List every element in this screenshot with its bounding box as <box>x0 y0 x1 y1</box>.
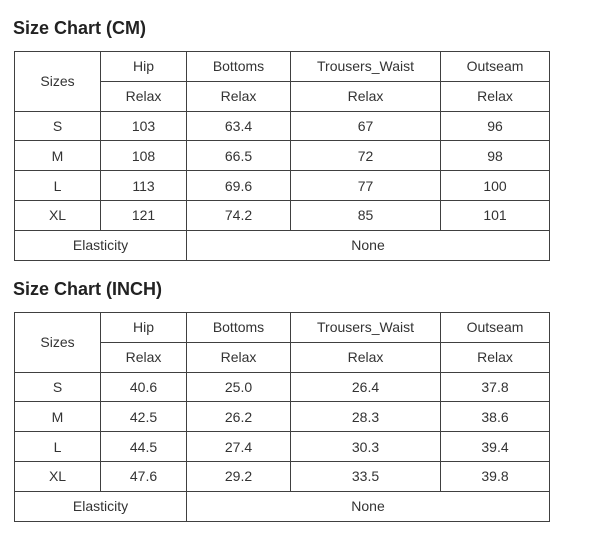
size-cell: L <box>15 171 101 201</box>
table-row <box>15 372 550 402</box>
bottoms-cell: 74.2 <box>187 200 291 230</box>
size-chart-inch-table <box>14 312 550 522</box>
outseam-cell: 37.8 <box>441 372 550 402</box>
hip-header: Hip <box>101 313 187 343</box>
size-chart-cm-title: Size Chart (CM) <box>13 18 147 38</box>
size-cell: L <box>15 432 101 462</box>
trousers-waist-header: Trousers_Waist <box>291 313 441 343</box>
hip-fit: Relax <box>101 342 187 372</box>
hip-cell: 42.5 <box>101 402 187 432</box>
trousers-waist-cell: 85 <box>291 200 441 230</box>
trousers-waist-fit: Relax <box>291 342 441 372</box>
outseam-header: Outseam <box>441 313 550 343</box>
trousers-waist-cell: 26.4 <box>291 372 441 402</box>
hip-cell: 44.5 <box>101 432 187 462</box>
hip-cell: 121 <box>101 200 187 230</box>
trousers-waist-cell: 33.5 <box>291 461 441 491</box>
table-row <box>15 171 550 201</box>
size-chart-cm-table <box>14 51 550 261</box>
table-row <box>15 111 550 141</box>
outseam-fit: Relax <box>441 342 550 372</box>
trousers-waist-header: Trousers_Waist <box>291 52 441 82</box>
bottoms-cell: 69.6 <box>187 171 291 201</box>
sizes-header: Sizes <box>15 52 101 112</box>
table-row <box>15 461 550 491</box>
bottoms-fit: Relax <box>187 342 291 372</box>
elasticity-label: Elasticity <box>15 230 187 260</box>
trousers-waist-cell: 72 <box>291 141 441 171</box>
size-cell: M <box>15 141 101 171</box>
hip-cell: 113 <box>101 171 187 201</box>
trousers-waist-cell: 28.3 <box>291 402 441 432</box>
bottoms-cell: 27.4 <box>187 432 291 462</box>
bottoms-cell: 26.2 <box>187 402 291 432</box>
table-row <box>15 432 550 462</box>
elasticity-row <box>15 491 550 521</box>
size-cell: M <box>15 402 101 432</box>
bottoms-header: Bottoms <box>187 52 291 82</box>
bottoms-cell: 25.0 <box>187 372 291 402</box>
size-cell: XL <box>15 461 101 491</box>
table-header-row <box>15 313 550 343</box>
size-cell: S <box>15 372 101 402</box>
outseam-cell: 101 <box>441 200 550 230</box>
bottoms-cell: 29.2 <box>187 461 291 491</box>
sizes-header: Sizes <box>15 313 101 373</box>
elasticity-row <box>15 230 550 260</box>
outseam-cell: 39.8 <box>441 461 550 491</box>
bottoms-cell: 66.5 <box>187 141 291 171</box>
trousers-waist-cell: 77 <box>291 171 441 201</box>
hip-cell: 47.6 <box>101 461 187 491</box>
table-row <box>15 141 550 171</box>
outseam-cell: 100 <box>441 171 550 201</box>
elasticity-value: None <box>187 491 550 521</box>
outseam-cell: 39.4 <box>441 432 550 462</box>
table-row <box>15 200 550 230</box>
trousers-waist-fit: Relax <box>291 81 441 111</box>
bottoms-fit: Relax <box>187 81 291 111</box>
size-cell: XL <box>15 200 101 230</box>
bottoms-header: Bottoms <box>187 313 291 343</box>
bottoms-cell: 63.4 <box>187 111 291 141</box>
size-chart-inch-title: Size Chart (INCH) <box>13 279 163 299</box>
trousers-waist-cell: 30.3 <box>291 432 441 462</box>
size-cell: S <box>15 111 101 141</box>
outseam-cell: 96 <box>441 111 550 141</box>
outseam-header: Outseam <box>441 52 550 82</box>
outseam-cell: 38.6 <box>441 402 550 432</box>
elasticity-value: None <box>187 230 550 260</box>
hip-cell: 40.6 <box>101 372 187 402</box>
outseam-cell: 98 <box>441 141 550 171</box>
hip-fit: Relax <box>101 81 187 111</box>
outseam-fit: Relax <box>441 81 550 111</box>
hip-cell: 108 <box>101 141 187 171</box>
hip-cell: 103 <box>101 111 187 141</box>
table-row <box>15 402 550 432</box>
elasticity-label: Elasticity <box>15 491 187 521</box>
trousers-waist-cell: 67 <box>291 111 441 141</box>
hip-header: Hip <box>101 52 187 82</box>
table-header-row <box>15 52 550 82</box>
